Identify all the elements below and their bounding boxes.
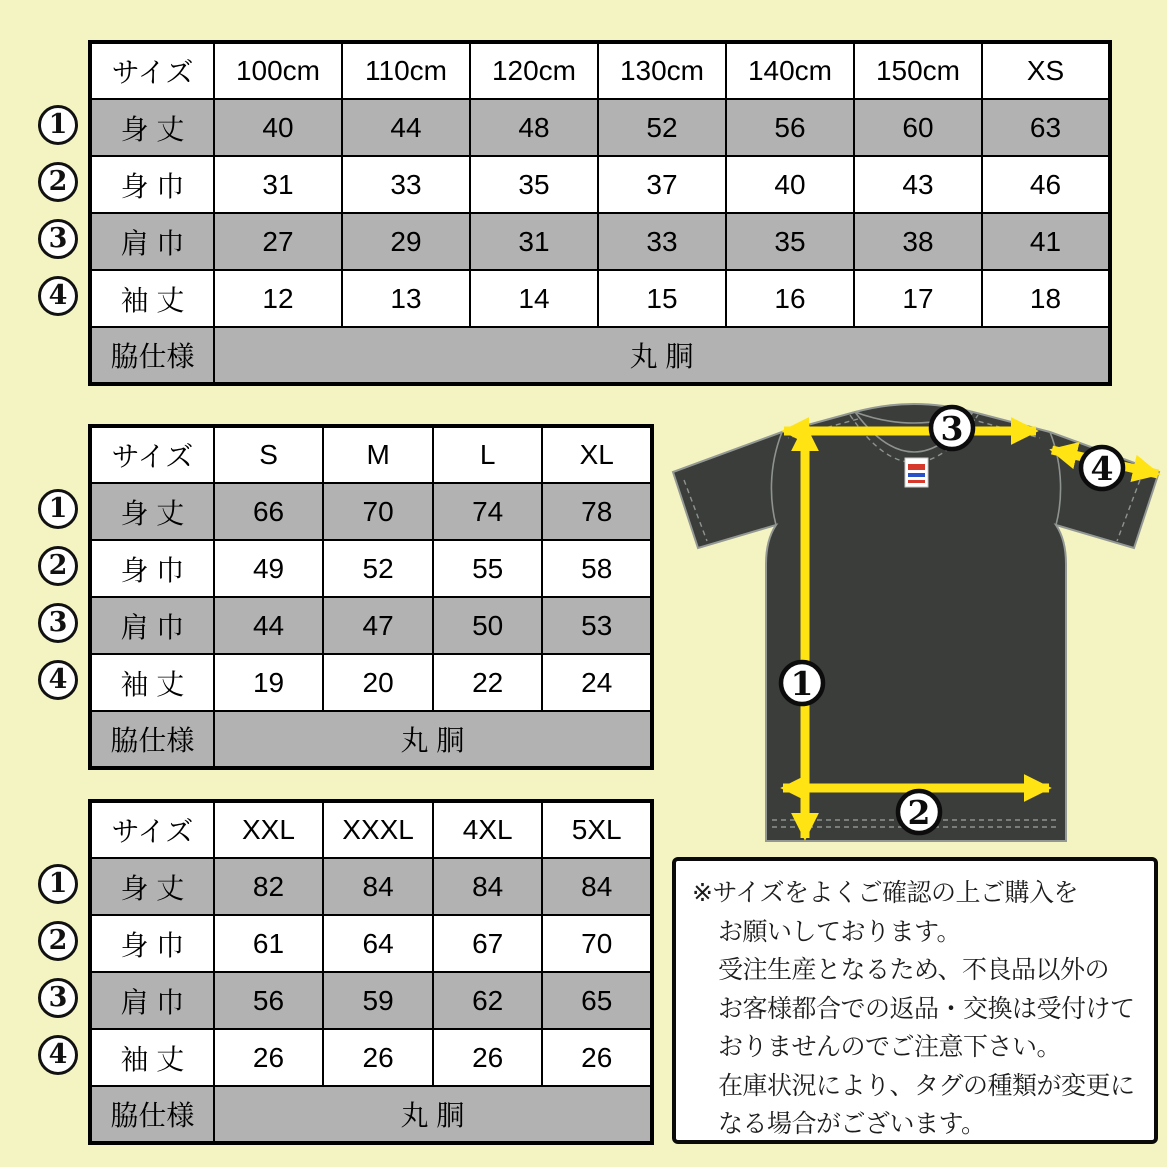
row-markers-column <box>30 40 86 386</box>
size-value: 52 <box>323 540 433 597</box>
size-value: 35 <box>726 213 854 270</box>
notice-line: ※サイズをよくご確認の上ご購入を <box>692 879 1078 907</box>
size-value: 47 <box>323 597 433 654</box>
row-markers-column <box>30 799 86 1145</box>
size-value: 40 <box>214 99 342 156</box>
size-value: 63 <box>982 99 1110 156</box>
size-value: 26 <box>214 1029 324 1086</box>
row-marker-circled-4: 4 <box>38 276 78 316</box>
notice-line: なる場合がございます。 <box>718 1110 986 1138</box>
row-marker-circled-1: 1 <box>38 864 78 904</box>
column-header: XXXL <box>323 801 433 858</box>
diagram-label-body-width <box>898 791 940 833</box>
notice-line: 受注生産となるため、不良品以外の <box>718 956 1110 984</box>
notice-box <box>672 857 1158 1144</box>
size-value: 50 <box>433 597 543 654</box>
notice-line: お願いしております。 <box>718 917 962 946</box>
diagram-label-sleeve-length <box>1081 447 1123 489</box>
row-label: 肩 巾 <box>90 597 214 654</box>
notice-text <box>692 874 1144 1144</box>
row-markers-column <box>30 424 86 770</box>
diagram-label-shoulder-width <box>931 407 973 449</box>
row-marker-circled-4: 4 <box>38 1035 78 1075</box>
size-value: 20 <box>323 654 433 711</box>
size-table-adult <box>88 424 654 770</box>
size-value: 14 <box>470 270 598 327</box>
size-value: 29 <box>342 213 470 270</box>
size-table-big <box>88 799 654 1145</box>
size-value: 17 <box>854 270 982 327</box>
size-value: 33 <box>598 213 726 270</box>
size-value: 46 <box>982 156 1110 213</box>
size-value: 44 <box>214 597 324 654</box>
row-marker-circled-3: 3 <box>38 603 78 643</box>
column-header: 110cm <box>342 42 470 99</box>
row-marker-circled-3: 3 <box>38 978 78 1018</box>
svg-text:4: 4 <box>1090 449 1114 488</box>
footer-value: 丸 胴 <box>214 1086 652 1143</box>
row-marker-circled-3: 3 <box>38 219 78 259</box>
size-value: 61 <box>214 915 324 972</box>
column-header: S <box>214 426 324 483</box>
footer-label: 脇仕様 <box>90 1086 214 1143</box>
size-value: 67 <box>433 915 543 972</box>
svg-text:2: 2 <box>907 793 931 832</box>
column-header: 150cm <box>854 42 982 99</box>
footer-label: 脇仕様 <box>90 327 214 384</box>
size-corner-header: サイズ <box>90 42 214 99</box>
size-value: 12 <box>214 270 342 327</box>
size-value: 56 <box>214 972 324 1029</box>
row-label: 身 巾 <box>90 156 214 213</box>
size-value: 58 <box>542 540 652 597</box>
notice-line: お客様都合での返品・交換は受付けて <box>718 994 1135 1023</box>
size-value: 70 <box>542 915 652 972</box>
size-value: 37 <box>598 156 726 213</box>
size-table-big-section <box>30 799 654 1145</box>
size-value: 26 <box>323 1029 433 1086</box>
row-marker-circled-2: 2 <box>38 546 78 586</box>
column-header: 130cm <box>598 42 726 99</box>
row-label: 肩 巾 <box>90 213 214 270</box>
size-value: 74 <box>433 483 543 540</box>
size-value: 22 <box>433 654 543 711</box>
size-value: 59 <box>323 972 433 1029</box>
size-value: 49 <box>214 540 324 597</box>
size-value: 66 <box>214 483 324 540</box>
neck-label-tag <box>905 458 928 487</box>
column-header: 5XL <box>542 801 652 858</box>
diagram-label-body-length <box>781 662 823 704</box>
row-label: 袖 丈 <box>90 654 214 711</box>
size-value: 19 <box>214 654 324 711</box>
size-value: 65 <box>542 972 652 1029</box>
column-header: L <box>433 426 543 483</box>
size-value: 82 <box>214 858 324 915</box>
size-value: 13 <box>342 270 470 327</box>
row-label: 身 丈 <box>90 858 214 915</box>
size-value: 16 <box>726 270 854 327</box>
size-value: 62 <box>433 972 543 1029</box>
size-value: 26 <box>433 1029 543 1086</box>
row-marker-circled-1: 1 <box>38 489 78 529</box>
size-value: 84 <box>542 858 652 915</box>
size-value: 55 <box>433 540 543 597</box>
size-table-kids <box>88 40 1112 386</box>
size-corner-header: サイズ <box>90 426 214 483</box>
column-header: XS <box>982 42 1110 99</box>
row-marker-circled-2: 2 <box>38 921 78 961</box>
tshirt-measurement-diagram <box>662 398 1162 858</box>
row-label: 肩 巾 <box>90 972 214 1029</box>
row-label: 身 巾 <box>90 540 214 597</box>
size-value: 78 <box>542 483 652 540</box>
row-marker-circled-4: 4 <box>38 660 78 700</box>
size-value: 41 <box>982 213 1110 270</box>
size-value: 84 <box>433 858 543 915</box>
footer-label: 脇仕様 <box>90 711 214 768</box>
size-value: 15 <box>598 270 726 327</box>
row-marker-circled-1: 1 <box>38 105 78 145</box>
size-value: 43 <box>854 156 982 213</box>
size-value: 53 <box>542 597 652 654</box>
size-value: 56 <box>726 99 854 156</box>
size-value: 44 <box>342 99 470 156</box>
row-label: 袖 丈 <box>90 1029 214 1086</box>
tshirt-diagram-svg <box>662 398 1162 858</box>
size-value: 31 <box>470 213 598 270</box>
size-value: 35 <box>470 156 598 213</box>
column-header: M <box>323 426 433 483</box>
row-label: 身 丈 <box>90 483 214 540</box>
row-label: 身 巾 <box>90 915 214 972</box>
svg-text:3: 3 <box>940 409 964 448</box>
size-value: 33 <box>342 156 470 213</box>
footer-value: 丸 胴 <box>214 711 652 768</box>
size-corner-header: サイズ <box>90 801 214 858</box>
column-header: XXL <box>214 801 324 858</box>
size-value: 27 <box>214 213 342 270</box>
size-value: 64 <box>323 915 433 972</box>
size-value: 40 <box>726 156 854 213</box>
row-marker-circled-2: 2 <box>38 162 78 202</box>
size-value: 38 <box>854 213 982 270</box>
size-value: 24 <box>542 654 652 711</box>
column-header: 120cm <box>470 42 598 99</box>
size-value: 26 <box>542 1029 652 1086</box>
size-table-kids-section <box>30 40 1112 386</box>
column-header: XL <box>542 426 652 483</box>
column-header: 140cm <box>726 42 854 99</box>
notice-line: 在庫状況により、タグの種類が変更に <box>718 1071 1135 1100</box>
size-table-adult-section <box>30 424 654 770</box>
row-label: 袖 丈 <box>90 270 214 327</box>
size-value: 18 <box>982 270 1110 327</box>
size-value: 70 <box>323 483 433 540</box>
size-value: 31 <box>214 156 342 213</box>
size-value: 52 <box>598 99 726 156</box>
svg-text:1: 1 <box>790 664 814 703</box>
size-value: 60 <box>854 99 982 156</box>
footer-value: 丸 胴 <box>214 327 1110 384</box>
column-header: 100cm <box>214 42 342 99</box>
row-label: 身 丈 <box>90 99 214 156</box>
notice-line: おりませんのでご注意下さい。 <box>718 1033 1062 1061</box>
column-header: 4XL <box>433 801 543 858</box>
size-value: 48 <box>470 99 598 156</box>
size-value: 84 <box>323 858 433 915</box>
